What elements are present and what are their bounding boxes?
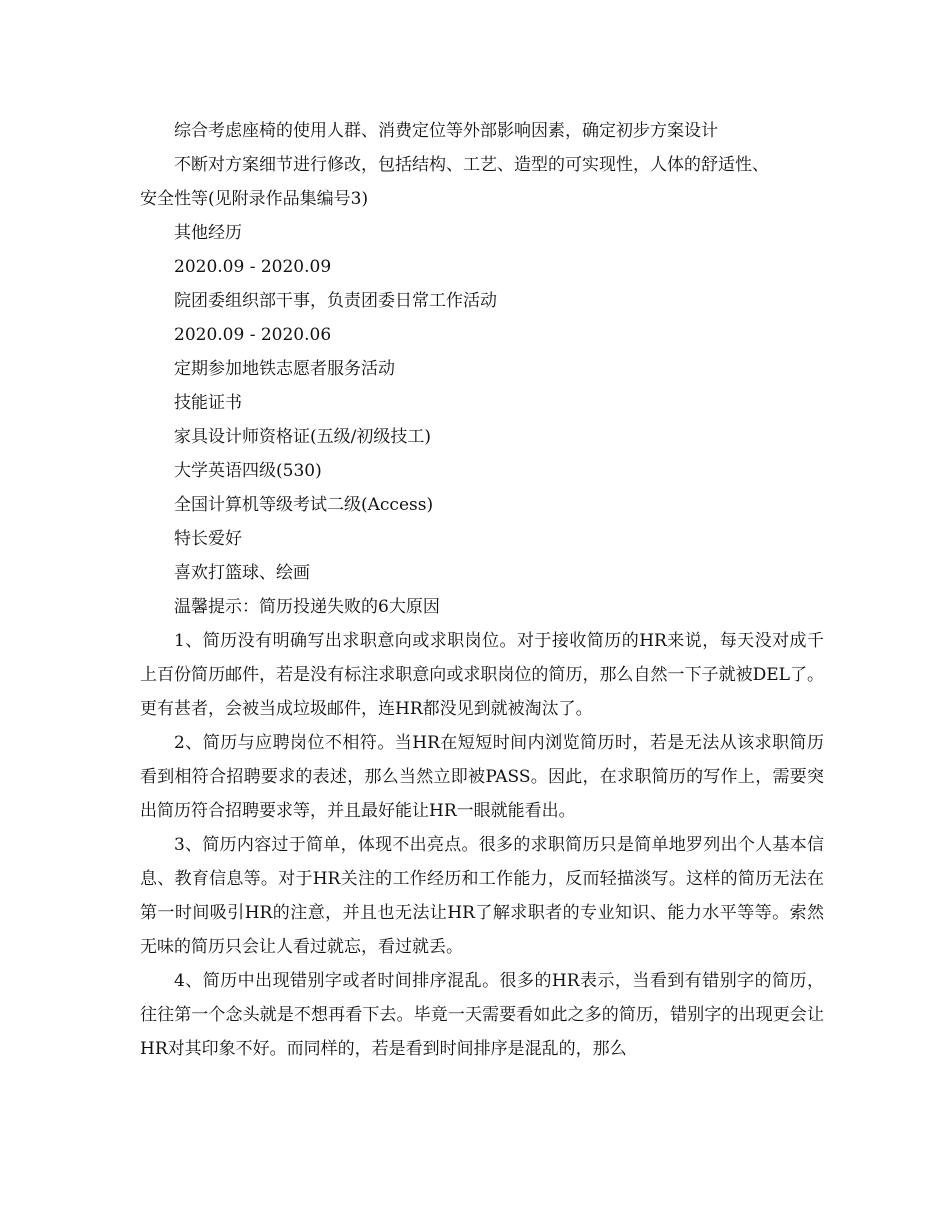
experience-date: 2020.09 - 2020.06 [174, 325, 332, 345]
tip-paragraph: 2、简历与应聘岗位不相符。当HR在短短时间内浏览简历时，若是无法从该求职简历看到相符合招聘要求的表述，那么当然立即被PASS。因此，在求职简历的写作上，需要突出简历符合招聘要求等，并且最好能让HR一眼就能看出。 [140, 733, 824, 821]
intro-line: 不断对方案细节进行修改，包括结构、工艺、造型的可实现性，人体的舒适性、 [174, 155, 769, 175]
section-heading-hobbies: 特长爱好 [174, 529, 242, 549]
tip-paragraph: 4、简历中出现错别字或者时间排序混乱。很多的HR表示，当看到有错别字的简历，往往第一个念头就是不想再看下去。毕竟一天需要看如此之多的简历，错别字的出现更会让HR对其印象不好。而同样的，若是看到时间排序是混乱的，那么 [140, 971, 824, 1059]
tips-heading: 温馨提示：简历投递失败的6大原因 [174, 597, 440, 617]
skill-item: 全国计算机等级考试二级(Access) [174, 495, 434, 515]
tip-paragraph: 3、简历内容过于简单，体现不出亮点。很多的求职简历只是简单地罗列出个人基本信息、教育信息等。对于HR关注的工作经历和工作能力，反而轻描淡写。这样的简历无法在第一时间吸引HR的注意，并且也无法让HR了解求职者的专业知识、能力水平等等。索然无味的简历只会让人看过就忘，看过就丢。 [140, 835, 824, 957]
intro-line: 综合考虑座椅的使用人群、消费定位等外部影响因素，确定初步方案设计 [174, 121, 718, 141]
skill-item: 家具设计师资格证(五级/初级技工) [174, 427, 431, 447]
tip-paragraph: 1、简历没有明确写出求职意向或求职岗位。对于接收简历的HR来说，每天没对成千上百份简历邮件，若是没有标注求职意向或求职岗位的简历，那么自然一下子就被DEL了。更有甚者，会被当成垃圾邮件，连HR都没见到就被淘汰了。 [140, 631, 824, 719]
section-heading-other-experience: 其他经历 [174, 223, 242, 243]
experience-desc: 院团委组织部干事，负责团委日常工作活动 [174, 291, 497, 311]
experience-desc: 定期参加地铁志愿者服务活动 [174, 359, 395, 379]
section-heading-skills: 技能证书 [174, 393, 242, 413]
document-body [140, 114, 824, 1066]
hobbies-text: 喜欢打篮球、绘画 [174, 563, 310, 583]
skill-item: 大学英语四级(530) [174, 461, 322, 481]
intro-line: 安全性等(见附录作品集编号3) [140, 189, 369, 209]
experience-date: 2020.09 - 2020.09 [174, 257, 332, 277]
